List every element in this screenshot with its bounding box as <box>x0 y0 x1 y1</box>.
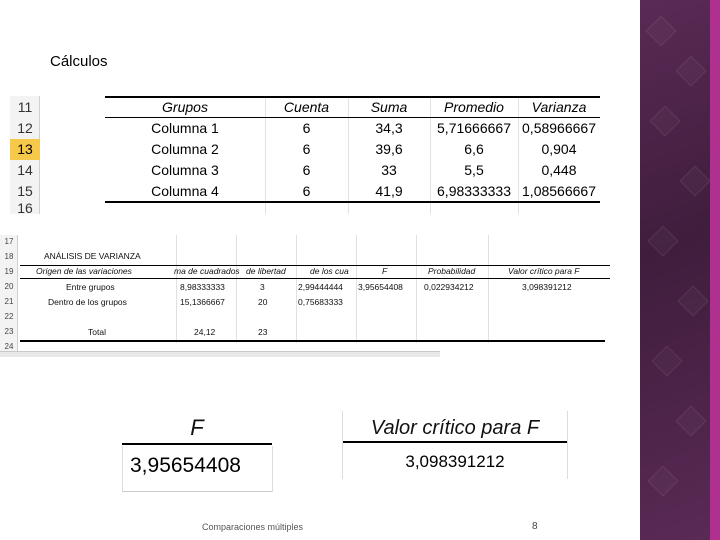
row-number[interactable]: 23 <box>4 327 14 336</box>
column-header-suma-cuadrados[interactable]: ma de cuadrados <box>174 266 240 276</box>
table-cell[interactable]: 20 <box>258 297 268 307</box>
row-number[interactable]: 15 <box>17 183 33 199</box>
column-header-grados-libertad[interactable]: de libertad <box>246 266 286 276</box>
table-cell[interactable]: 0,75683333 <box>298 297 343 307</box>
table-cell[interactable]: 41,9 <box>375 183 403 199</box>
diamond-pattern <box>647 465 678 496</box>
table-cell[interactable]: 5,71666667 <box>437 120 511 136</box>
table-cell[interactable]: 6 <box>302 120 311 136</box>
table-cell[interactable]: 0,904 <box>541 141 577 157</box>
table-cell[interactable]: Columna 2 <box>151 141 219 157</box>
row-number-column <box>0 235 18 353</box>
table-cell[interactable]: 34,3 <box>375 120 403 136</box>
column-header-promedio-cuadrados[interactable]: de los cua <box>310 266 349 276</box>
table-cell[interactable]: 3,098391212 <box>522 282 572 292</box>
column-header-suma[interactable]: Suma <box>370 99 408 115</box>
row-number[interactable]: 12 <box>17 120 33 136</box>
table-cell[interactable]: 8,98333333 <box>180 282 225 292</box>
critical-header-rule <box>342 441 568 443</box>
row-number[interactable]: 11 <box>17 99 33 115</box>
column-header-f[interactable]: F <box>382 266 388 276</box>
accent-strip <box>710 0 720 540</box>
table-cell[interactable]: 6 <box>302 141 311 157</box>
row-number-selected[interactable]: 13 <box>10 139 40 160</box>
table-cell[interactable]: 3 <box>260 282 265 292</box>
table-cell[interactable]: 5,5 <box>464 162 484 178</box>
row-number[interactable]: 21 <box>4 297 14 306</box>
table-cell[interactable]: 6,6 <box>464 141 484 157</box>
row-number[interactable]: 22 <box>4 312 14 321</box>
table-cell[interactable]: Columna 3 <box>151 162 219 178</box>
f-value: 3,95654408 <box>130 454 241 477</box>
diamond-pattern <box>645 15 676 46</box>
grid-line <box>176 235 177 343</box>
row-number[interactable]: 24 <box>4 342 14 351</box>
f-bottom-rule <box>122 491 272 492</box>
critical-value-crop <box>342 411 568 481</box>
table-cell[interactable]: 0,448 <box>541 162 577 178</box>
summary-table <box>10 96 620 214</box>
column-header-valor-critico[interactable]: Valor crítico para F <box>508 266 580 276</box>
grid-line <box>122 446 123 492</box>
page-number: 8 <box>532 521 538 532</box>
table-cell[interactable]: 6,98333333 <box>437 183 511 199</box>
slide-title: Cálculos <box>50 53 108 70</box>
column-header-cuenta[interactable]: Cuenta <box>283 99 330 115</box>
table-cell[interactable]: 0,022934212 <box>424 282 474 292</box>
table-cell[interactable]: 6 <box>302 162 311 178</box>
table-cell[interactable]: 23 <box>258 327 268 337</box>
diamond-pattern <box>647 225 678 256</box>
row-number[interactable]: 16 <box>17 202 33 214</box>
column-header-origen[interactable]: Origen de las variaciones <box>36 266 132 276</box>
row-number[interactable]: 19 <box>4 267 14 276</box>
decorative-side-band <box>640 0 720 540</box>
column-header-grupos[interactable]: Grupos <box>162 99 208 115</box>
row-number-column <box>10 96 40 214</box>
row-number[interactable]: 17 <box>4 237 14 246</box>
header-bottom-rule <box>20 278 610 279</box>
grid-line <box>416 235 417 343</box>
grid-line <box>356 235 357 343</box>
sheet-tabs-bar[interactable] <box>0 351 440 357</box>
table-cell[interactable]: Total <box>88 327 106 337</box>
diamond-pattern <box>677 285 708 316</box>
table-bottom-rule <box>20 340 605 342</box>
row-number[interactable]: 20 <box>4 282 14 291</box>
slide-footer: Comparaciones múltiples <box>202 522 304 532</box>
table-cell[interactable]: 6 <box>302 183 311 199</box>
diamond-pattern <box>675 55 706 86</box>
grid-line <box>296 235 297 343</box>
anova-table <box>0 235 640 357</box>
table-cell[interactable]: 1,08566667 <box>522 183 596 199</box>
table-cell[interactable]: 33 <box>381 162 397 178</box>
column-header-varianza[interactable]: Varianza <box>531 99 587 115</box>
diamond-pattern <box>651 345 682 376</box>
f-label: F <box>190 415 204 440</box>
row-number[interactable]: 14 <box>17 162 33 178</box>
table-cell[interactable]: Entre grupos <box>66 282 115 292</box>
table-cell[interactable]: 3,95654408 <box>358 282 403 292</box>
f-statistic-crop <box>122 411 272 494</box>
diamond-pattern <box>679 165 710 196</box>
table-cell[interactable]: Dentro de los grupos <box>48 297 127 307</box>
critical-value: 3,098391212 <box>405 452 505 471</box>
column-header-promedio[interactable]: Promedio <box>444 99 504 115</box>
diamond-pattern <box>649 105 680 136</box>
critical-value-label: Valor crítico para F <box>370 417 540 439</box>
table-cell[interactable]: 15,1366667 <box>180 297 225 307</box>
f-header-rule <box>122 443 272 445</box>
grid-line <box>488 235 489 343</box>
table-cell[interactable]: 0,58966667 <box>522 120 596 136</box>
row-number[interactable]: 18 <box>4 252 14 261</box>
table-cell[interactable]: Columna 1 <box>151 120 219 136</box>
grid-line <box>272 446 273 492</box>
table-cell[interactable]: Columna 4 <box>151 183 219 199</box>
table-cell[interactable]: 39,6 <box>375 141 403 157</box>
table-cell[interactable]: 24,12 <box>194 327 216 337</box>
table-cell[interactable]: 2,99444444 <box>298 282 343 292</box>
grid-line <box>236 235 237 343</box>
column-header-probabilidad[interactable]: Probabilidad <box>428 266 476 276</box>
anova-title: ANÁLISIS DE VARIANZA <box>44 251 141 261</box>
diamond-pattern <box>675 405 706 436</box>
